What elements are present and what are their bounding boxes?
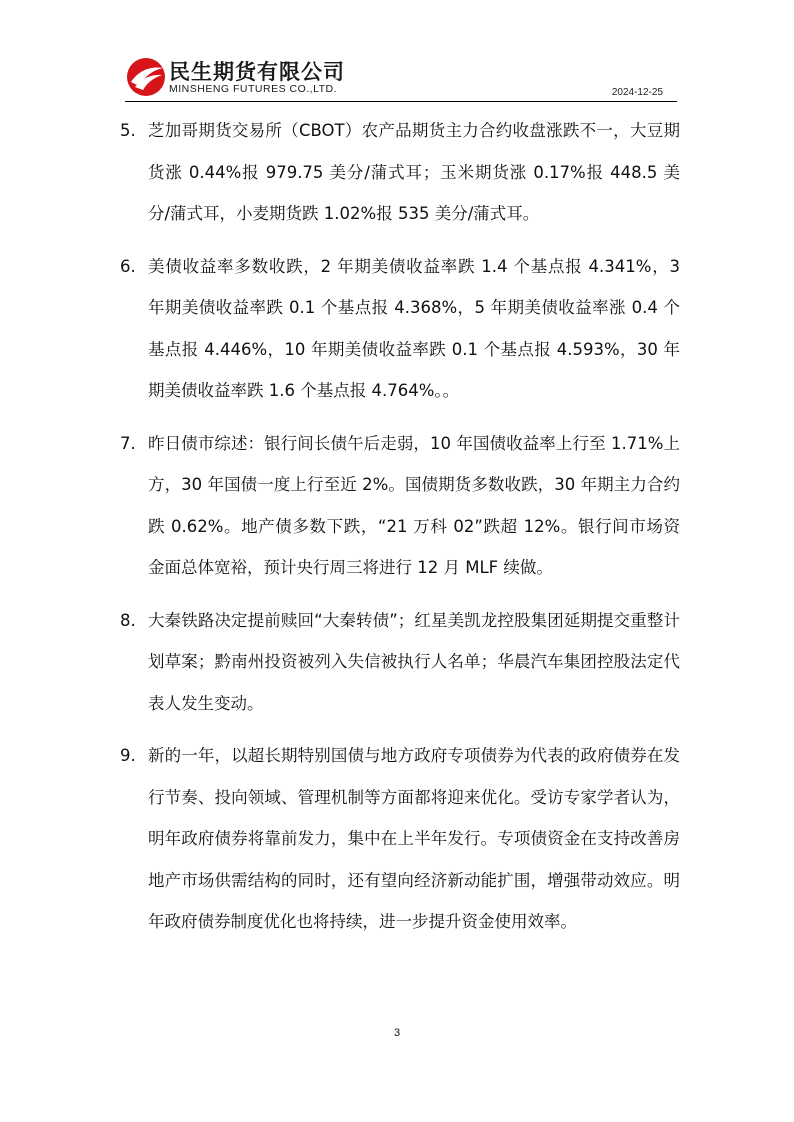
list-item [120,246,680,412]
item-text: 芝加哥期货交易所（CBOT）农产品期货主力合约收盘涨跌不一，大豆期货涨 0.44%报 979.75 美分/蒲式耳；玉米期货涨 0.17%报 448.5 美分/蒲式耳，小麦期货跌 1.02%报 535 美分/蒲式耳。 [148,121,680,223]
item-number: 6. [120,256,136,276]
item-text: 美债收益率多数收跌，2 年期美债收益率跌 1.4 个基点报 4.341%，3 年期美债收益率跌 0.1 个基点报 4.368%，5 年期美债收益率涨 0.4 个基点报 4.446%，10 年期美债收益率跌 0.1 个基点报 4.593%，30 年期美债收益率跌 1.6 个基点报 4.764%。。 [148,256,680,400]
list-item [120,423,680,589]
list-item [120,110,680,235]
news-list [120,110,680,954]
header-divider [125,101,677,102]
list-item [120,600,680,725]
item-text: 新的一年，以超长期特别国债与地方政府专项债券为代表的政府债券在发行节奏、投向领域、管理机制等方面都将迎来优化。受访专家学者认为，明年政府债券将靠前发力，集中在上半年发行。专项债资金在支持改善房地产市场供需结构的同时，还有望向经济新动能扩围，增强带动效应。明年政府债券制度优化也将持续，进一步提升资金使用效率。 [148,746,680,931]
minsheng-logo-icon [125,56,167,98]
company-name-cn: 民生期货有限公司 [169,60,345,84]
item-text: 大秦铁路决定提前赎回“大秦转债”；红星美凯龙控股集团延期提交重整计划草案；黔南州投资被列入失信被执行人名单；华晨汽车集团控股法定代表人发生变动。 [148,610,680,713]
item-number: 9. [120,746,136,765]
item-number: 8. [120,610,136,630]
page-header [125,50,677,102]
item-number: 5. [120,121,136,140]
list-item [120,735,680,943]
page-number: 3 [393,1027,401,1039]
company-name-en: MINSHENG FUTURES CO.,LTD. [169,83,338,95]
report-date: 2024-12-25 [611,87,663,98]
item-text: 昨日债市综述：银行间长债午后走弱，10 年国债收益率上行至 1.71%上方，30 年国债一度上行至近 2%。国债期货多数收跌，30 年期主力合约跌 0.62%。地产债多数下跌，“21 万科 02”跌超 12%。银行间市场资金面总体宽裕，预计央行周三将进行 12 月 MLF 续做。 [148,433,680,577]
item-number: 7. [120,433,136,453]
